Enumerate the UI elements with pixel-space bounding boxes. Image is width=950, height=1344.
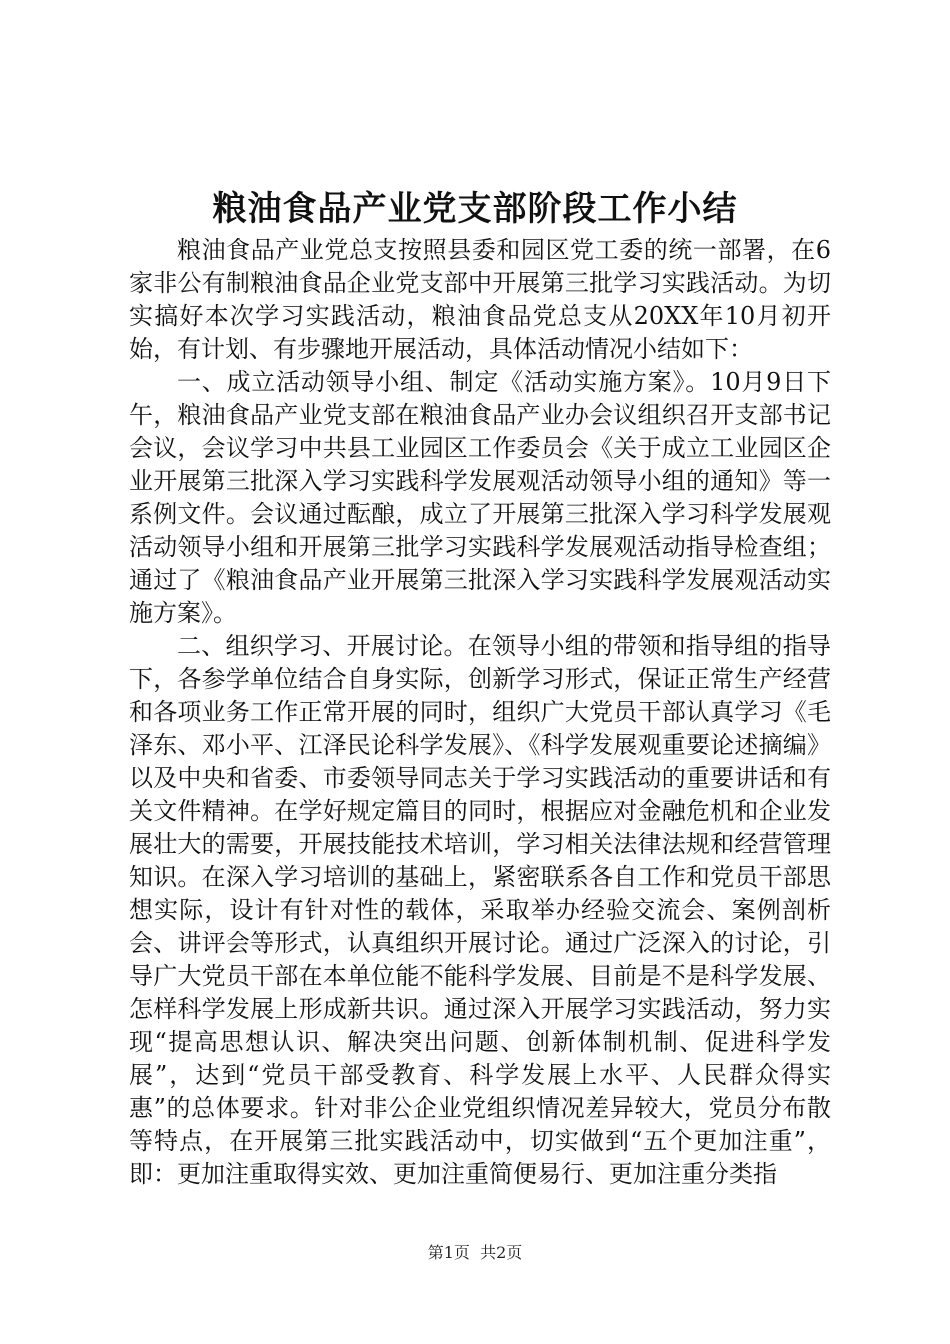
document-body [129,234,831,1191]
page-number: 第1页 共2页 [427,1243,523,1262]
paragraph-section-two: 二、组织学习、开展讨论。在领导小组的带领和指导组的指导下，各参学单位结合自身实际，创新学习形式，保证正常生产经营和各项业务工作正常开展的同时，组织广大党员干部认真学习《毛泽东、邓小平、江泽民论科学发展》、《科学发展观重要论述摘编》以及中央和省委、市委领导同志关于学习实践活动的重要讲话和有关文件精神。在学好规定篇目的同时，根据应对金融危机和企业发展壮大的需要，开展技能技术培训，学习相关法律法规和经营管理知识。在深入学习培训的基础上，紧密联系各自工作和党员干部思想实际，设计有针对性的载体，采取举办经验交流会、案例剖析会、讲评会等形式，认真组织开展讨论。通过广泛深入的讨论，引导广大党员干部在本单位能不能科学发展、目前是不是科学发展、怎样科学发展上形成新共识。通过深入开展学习实践活动，努力实现“提高思想认识、解决突出问题、创新体制机制、促进科学发展”，达到“党员干部受教育、科学发展上水平、人民群众得实惠”的总体要求。针对非公企业党组织情况差异较大，党员分布散等特点，在开展第三批实践活动中，切实做到“五个更加注重”，即：更加注重取得实效、更加注重简便易行、更加注重分类指 [129,632,831,1188]
paragraph-section-one: 一、成立活动领导小组、制定《活动实施方案》。10月9日下午，粮油食品产业党支部在粮油食品产业办会议组织召开支部书记会议，会议学习中共县工业园区工作委员会《关于成立工业园区企业开展第三批深入学习实践科学发展观活动领导小组的通知》等一系例文件。会议通过酝酿，成立了开展第三批深入学习科学发展观活动领导小组和开展第三批学习实践科学发展观活动指导检查组；通过了《粮油食品产业开展第三批深入学习实践科学发展观活动实施方案》。 [129,368,831,627]
page-footer [0,1242,950,1264]
paragraph-intro: 粮油食品产业党总支按照县委和园区党工委的统一部署，在6家非公有制粮油食品企业党支部中开展第三批学习实践活动。为切实搞好本次学习实践活动，粮油食品党总支从20XX年10月初开始，有计划、有步骤地开展活动，具体活动情况小结如下： [129,236,831,363]
document-title: 粮油食品产业党支部阶段工作小结 [212,189,738,229]
